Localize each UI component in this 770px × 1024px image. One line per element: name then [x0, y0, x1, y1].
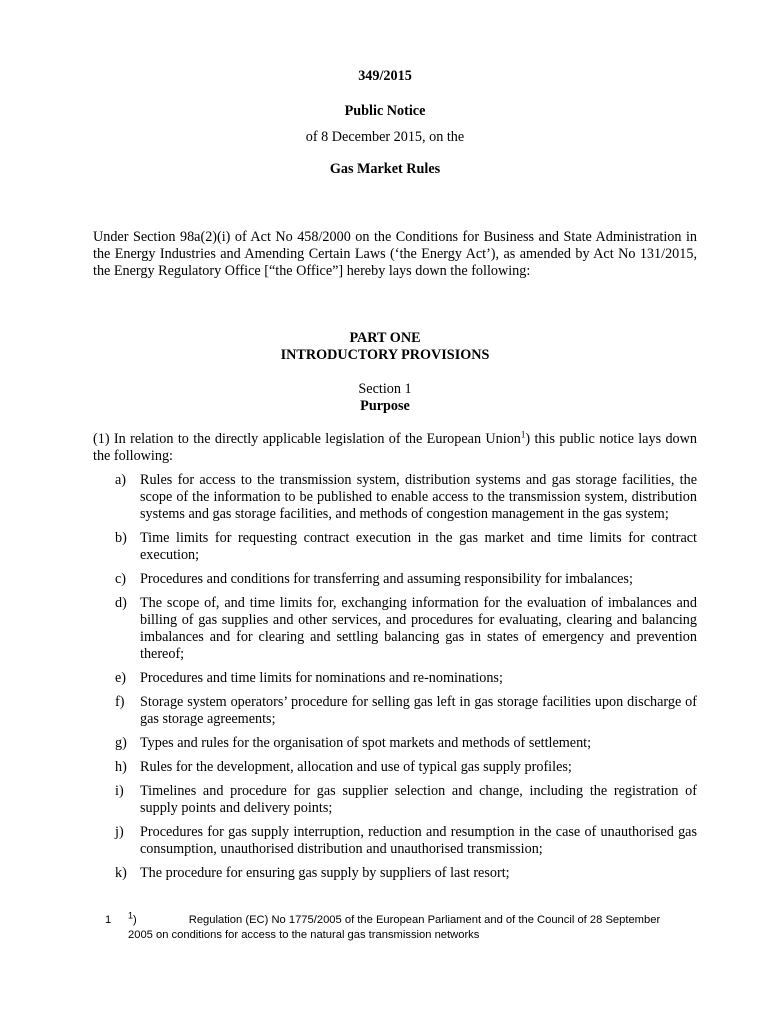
list-item-text: The procedure for ensuring gas supply by suppliers of last resort; [140, 865, 510, 881]
preamble-paragraph: Under Section 98a(2)(i) of Act No 458/2000 on the Conditions for Business and State Administration in the Energy Industries and Amending Certain Laws (‘the Energy Act’), as amended by Act No 131/2015, the Energy Regulatory Office [“the Office”] hereby lays down the following: [93, 229, 697, 279]
list-marker: j) [115, 824, 124, 840]
list-marker: d) [115, 595, 127, 611]
list-item [93, 865, 697, 882]
footnote-reference[interactable]: 1 [520, 429, 526, 440]
list-item-text: Rules for access to the transmission system, distribution systems and gas storage facilities, the scope of the information to be published to enable access to the transmission system, distribution systems and gas storage facilities, and methods of congestion management in the gas system; [140, 472, 697, 522]
paragraph-1-text: (1) In relation to the directly applicable legislation of the European Union [93, 431, 521, 447]
list-item [93, 670, 697, 687]
list-item [93, 735, 697, 752]
section-number: Section 1 [358, 381, 412, 397]
list-item-text: Procedures and time limits for nominations and re-nominations; [140, 670, 503, 686]
part-subheading: INTRODUCTORY PROVISIONS [280, 347, 490, 363]
section-title: Purpose [360, 398, 410, 414]
notice-type: Public Notice [344, 103, 426, 119]
footnote-number: 1 [105, 914, 112, 926]
list-item-text: Storage system operators’ procedure for selling gas left in gas storage facilities upon discharge of gas storage agreements; [140, 694, 697, 727]
list-marker: b) [115, 530, 127, 546]
list-item [93, 595, 697, 663]
list-item-text: Rules for the development, allocation and use of typical gas supply profiles; [140, 759, 572, 775]
notice-date: of 8 December 2015, on the [305, 129, 465, 145]
list-marker: h) [115, 759, 127, 775]
list-marker: g) [115, 735, 127, 751]
footnote-marker: 1 [128, 910, 134, 921]
list-item-text: Time limits for requesting contract execution in the gas market and time limits for contract execution; [140, 530, 697, 563]
list-item-text: The scope of, and time limits for, exchanging information for the evaluation of imbalances and billing of gas supplies and other services, and procedures for evaluating, clearing and balancing imbalances and for clearing and settling balancing gas in states of emergency and prevention thereof; [140, 595, 697, 662]
list-item [93, 571, 697, 588]
list-item [93, 530, 697, 564]
footnote-body [128, 910, 688, 943]
list-item-text: Procedures and conditions for transferring and assuming responsibility for imbalances; [140, 571, 633, 587]
notice-title: Gas Market Rules [329, 161, 441, 177]
list-marker: i) [115, 783, 124, 799]
notice-number: 349/2015 [358, 68, 412, 84]
list-item-text: Procedures for gas supply interruption, reduction and resumption in the case of unauthorised gas consumption, unauthorised distribution and unauthorised transmission; [140, 824, 697, 857]
list-marker: e) [115, 670, 127, 686]
list-marker: c) [115, 571, 127, 587]
list-marker: k) [115, 865, 127, 881]
footnote-text: Regulation (EC) No 1775/2005 of the European Parliament and of the Council of 28 September 2005 on conditions for access to the natural gas transmission networks [128, 914, 661, 941]
purpose-list [93, 472, 697, 889]
footnote-marker-close: ) [133, 914, 137, 926]
list-item-text: Types and rules for the organisation of spot markets and methods of settlement; [140, 735, 592, 751]
list-item-text: Timelines and procedure for gas supplier selection and change, including the registration of supply points and delivery points; [140, 783, 697, 816]
list-marker: f) [115, 694, 125, 710]
list-item [93, 694, 697, 728]
list-marker: a) [115, 472, 127, 488]
paragraph-1 [93, 431, 697, 465]
list-item [93, 472, 697, 523]
list-item [93, 783, 697, 817]
list-item [93, 759, 697, 776]
list-item [93, 824, 697, 858]
paragraph-1-text-continued: ) this public notice lays down the following: [93, 431, 697, 464]
part-heading: PART ONE [349, 330, 421, 346]
